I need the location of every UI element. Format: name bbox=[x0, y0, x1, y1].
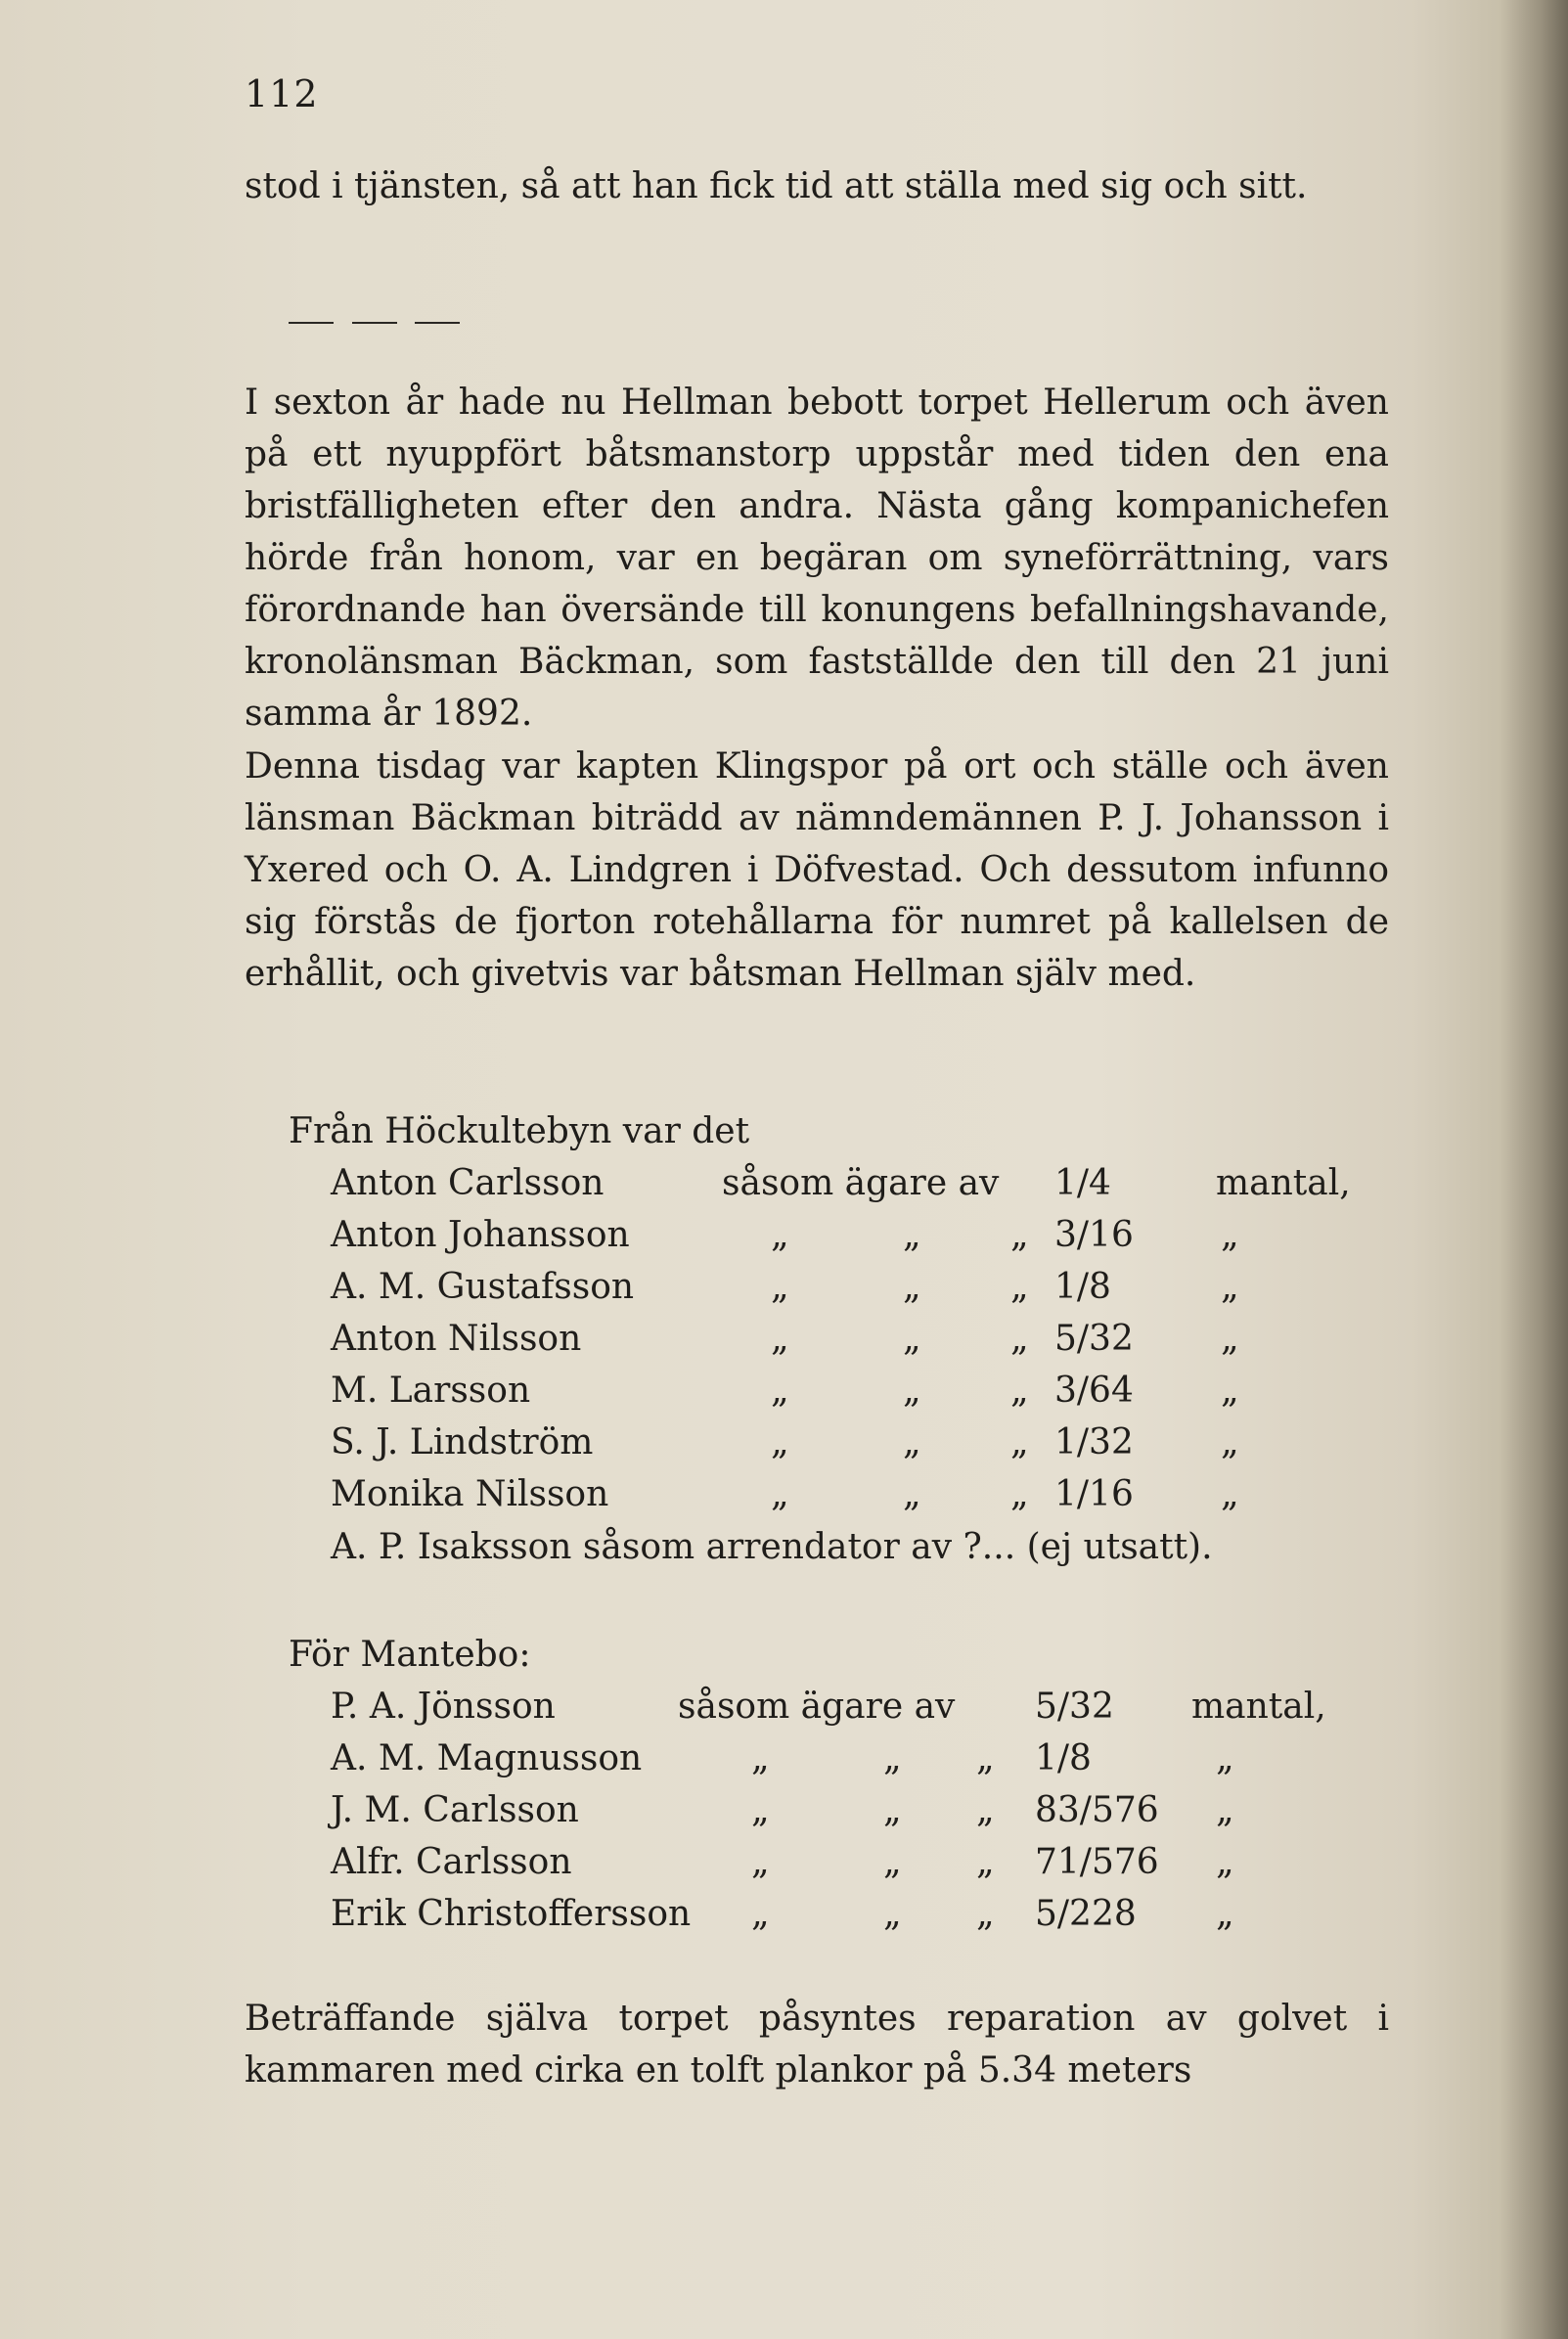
ditto-mark: „ bbox=[883, 1842, 902, 1882]
owner-name: Monika Nilsson bbox=[331, 1474, 609, 1514]
ditto-mark: „ bbox=[771, 1474, 789, 1514]
owner-name: A. M. Gustafsson bbox=[331, 1267, 635, 1307]
ditto-mark: „ bbox=[903, 1215, 921, 1255]
ditto-mark: „ bbox=[1221, 1371, 1239, 1411]
ditto-mark: „ bbox=[883, 1894, 902, 1934]
lessee-row: A. P. Isaksson såsom arrendator av ?... (ej utsatt). bbox=[331, 1527, 1213, 1567]
ditto-mark: „ bbox=[771, 1422, 789, 1462]
ownership-share: 1/4 bbox=[1054, 1163, 1111, 1203]
ditto-mark: „ bbox=[903, 1267, 921, 1307]
hockultebyn-title: Från Höckultebyn var det bbox=[289, 1111, 750, 1151]
ditto-mark: „ bbox=[1216, 1842, 1234, 1882]
ditto-mark: „ bbox=[976, 1842, 995, 1882]
ditto-mark: „ bbox=[1216, 1894, 1234, 1934]
ditto-mark: „ bbox=[883, 1738, 902, 1778]
divider-dash bbox=[352, 322, 397, 324]
ditto-mark: „ bbox=[771, 1371, 789, 1411]
ditto-mark: „ bbox=[1221, 1474, 1239, 1514]
owner-name: S. J. Lindström bbox=[331, 1422, 594, 1462]
ditto-mark: „ bbox=[903, 1422, 921, 1462]
ditto-mark: „ bbox=[771, 1215, 789, 1255]
ditto-mark: „ bbox=[751, 1738, 770, 1778]
owner-name: M. Larsson bbox=[331, 1371, 531, 1411]
owner-name: Anton Johansson bbox=[331, 1215, 630, 1255]
ownership-share: 5/32 bbox=[1054, 1319, 1134, 1359]
paragraph-3-block bbox=[245, 741, 1389, 1000]
owner-name: Anton Nilsson bbox=[331, 1319, 582, 1359]
divider-dash bbox=[415, 322, 460, 324]
ownership-basis: såsom ägare av bbox=[722, 1163, 1000, 1203]
owner-name: Alfr. Carlsson bbox=[331, 1842, 572, 1882]
ownership-share: 1/32 bbox=[1054, 1422, 1134, 1462]
ditto-mark: „ bbox=[1010, 1422, 1029, 1462]
paragraph-1-block bbox=[245, 160, 1389, 212]
ditto-mark: „ bbox=[771, 1319, 789, 1359]
ditto-mark: „ bbox=[903, 1474, 921, 1514]
ditto-mark: „ bbox=[1216, 1790, 1234, 1830]
ditto-mark: „ bbox=[771, 1267, 789, 1307]
ditto-mark: „ bbox=[976, 1738, 995, 1778]
ownership-share: 3/64 bbox=[1054, 1371, 1134, 1411]
ownership-unit: mantal, bbox=[1216, 1163, 1351, 1203]
owner-name: Erik Christoffersson bbox=[331, 1894, 692, 1934]
ownership-share: 83/576 bbox=[1035, 1790, 1159, 1830]
page-number: 112 bbox=[245, 72, 319, 115]
ownership-share: 71/576 bbox=[1035, 1842, 1159, 1882]
ditto-mark: „ bbox=[976, 1894, 995, 1934]
ditto-mark: „ bbox=[1221, 1422, 1239, 1462]
ownership-share: 1/16 bbox=[1054, 1474, 1134, 1514]
paragraph-2: I sexton år hade nu Hellman bebott torpet Hellerum och även på ett nyuppfört båtsmanstorp uppstår med tiden den ena bristfälligheten efter den andra. Nästa gång kompanichefen hörde från honom, var en begäran om syneförrättning, vars förordnande han översände till konungens befallningshavande, kronolänsman Bäckman, som fastställde den till den 21 juni samma år 1892. bbox=[245, 382, 1389, 734]
paragraph-4-block bbox=[245, 1993, 1389, 2096]
owner-name: A. M. Magnusson bbox=[331, 1738, 643, 1778]
ditto-mark: „ bbox=[751, 1790, 770, 1830]
ownership-share: 1/8 bbox=[1054, 1267, 1111, 1307]
ditto-mark: „ bbox=[903, 1319, 921, 1359]
ditto-mark: „ bbox=[903, 1371, 921, 1411]
paragraph-4: Beträffande själva torpet påsyntes reparation av golvet i kammaren med cirka en tolft plankor på 5.34 meters bbox=[245, 1999, 1389, 2091]
ownership-share: 1/8 bbox=[1035, 1738, 1092, 1778]
paragraph-3: Denna tisdag var kapten Klingspor på ort och ställe och även länsman Bäckman biträdd av nämndemännen P. J. Johansson i Yxered och O. A. Lindgren i Döfvestad. Och dessutom infunno sig förstås de fjorton rotehållarna för numret på kallelsen de erhållit, och givetvis var båtsman Hellman själv med. bbox=[245, 746, 1389, 994]
ditto-mark: „ bbox=[1010, 1267, 1029, 1307]
ditto-mark: „ bbox=[1010, 1474, 1029, 1514]
ditto-mark: „ bbox=[1216, 1738, 1234, 1778]
mantebo-title: För Mantebo: bbox=[289, 1635, 531, 1675]
ditto-mark: „ bbox=[1010, 1215, 1029, 1255]
ownership-unit: mantal, bbox=[1191, 1687, 1326, 1727]
section-divider bbox=[289, 322, 460, 324]
ditto-mark: „ bbox=[1010, 1371, 1029, 1411]
ditto-mark: „ bbox=[1221, 1319, 1239, 1359]
ownership-share: 3/16 bbox=[1054, 1215, 1134, 1255]
paragraph-1: stod i tjänsten, så att han fick tid att ställa med sig och sitt. bbox=[245, 166, 1308, 206]
ditto-mark: „ bbox=[751, 1894, 770, 1934]
owner-name: J. M. Carlsson bbox=[331, 1790, 579, 1830]
ditto-mark: „ bbox=[976, 1790, 995, 1830]
divider-dash bbox=[289, 322, 334, 324]
owner-name: Anton Carlsson bbox=[331, 1163, 605, 1203]
ditto-mark: „ bbox=[1221, 1215, 1239, 1255]
ownership-share: 5/228 bbox=[1035, 1894, 1137, 1934]
ownership-share: 5/32 bbox=[1035, 1687, 1114, 1727]
ownership-basis: såsom ägare av bbox=[678, 1687, 956, 1727]
ditto-mark: „ bbox=[883, 1790, 902, 1830]
owner-name: P. A. Jönsson bbox=[331, 1687, 556, 1727]
ditto-mark: „ bbox=[1010, 1319, 1029, 1359]
ditto-mark: „ bbox=[751, 1842, 770, 1882]
ditto-mark: „ bbox=[1221, 1267, 1239, 1307]
paragraph-2-block bbox=[245, 377, 1389, 740]
